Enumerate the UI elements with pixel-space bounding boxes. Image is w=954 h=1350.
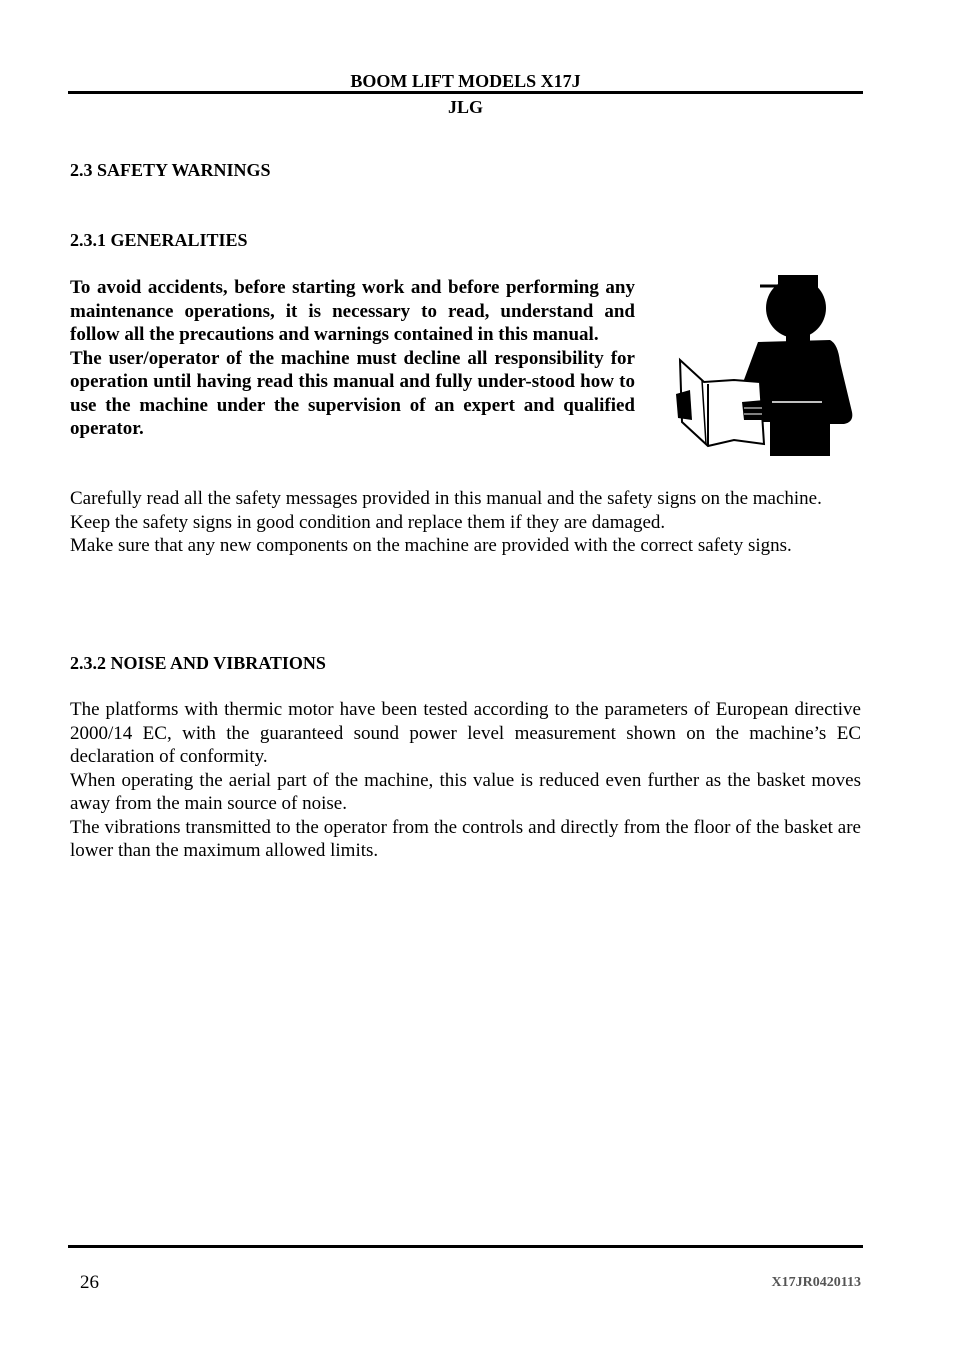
- operator-reading-manual-icon: [672, 272, 854, 458]
- generalities-body-text: [70, 487, 861, 558]
- warning-paragraph: The user/operator of the machine must decline all responsibility for operation until having read this manual and fully under-stood how to use the machine under the supervision of an expert and qualified operator.: [70, 347, 635, 439]
- body-paragraph: The vibrations transmitted to the operator from the controls and directly from the floor of the basket are lower than the maximum allowed limits.: [70, 816, 861, 861]
- document-title: BOOM LIFT MODELS X17J: [350, 71, 581, 91]
- body-paragraph: Make sure that any new components on the machine are provided with the correct safety signs.: [70, 535, 792, 556]
- document-code: X17JR0420113: [771, 1275, 861, 1290]
- page-number: 26: [80, 1272, 99, 1293]
- body-paragraph: The platforms with thermic motor have been tested according to the parameters of European directive 2000/14 EC, with the guaranteed sound power level measurement shown on the machine’s EC declaration of conformity.: [70, 699, 861, 767]
- footer-divider: [68, 1245, 863, 1248]
- noise-vibrations-body-text: [70, 698, 861, 863]
- body-paragraph: When operating the aerial part of the machine, this value is reduced even further as the basket moves away from the main source of noise.: [70, 769, 861, 814]
- body-paragraph: Keep the safety signs in good condition and replace them if they are damaged.: [70, 511, 666, 533]
- header-divider: [68, 91, 863, 94]
- section-heading-safety-warnings: 2.3 SAFETY WARNINGS: [70, 160, 271, 180]
- body-paragraph: Carefully read all the safety messages provided in this manual and the safety signs on the machine.: [70, 488, 822, 509]
- generalities-warning-text: [70, 276, 635, 441]
- section-heading-noise-vibrations: 2.3.2 NOISE AND VIBRATIONS: [70, 653, 326, 673]
- warning-paragraph: To avoid accidents, before starting work and before performing any maintenance operations, it is necessary to read, understand and follow all the precautions and warnings contained in this manual.: [70, 277, 635, 345]
- section-heading-generalities: 2.3.1 GENERALITIES: [70, 230, 248, 250]
- brand-name: JLG: [447, 97, 483, 117]
